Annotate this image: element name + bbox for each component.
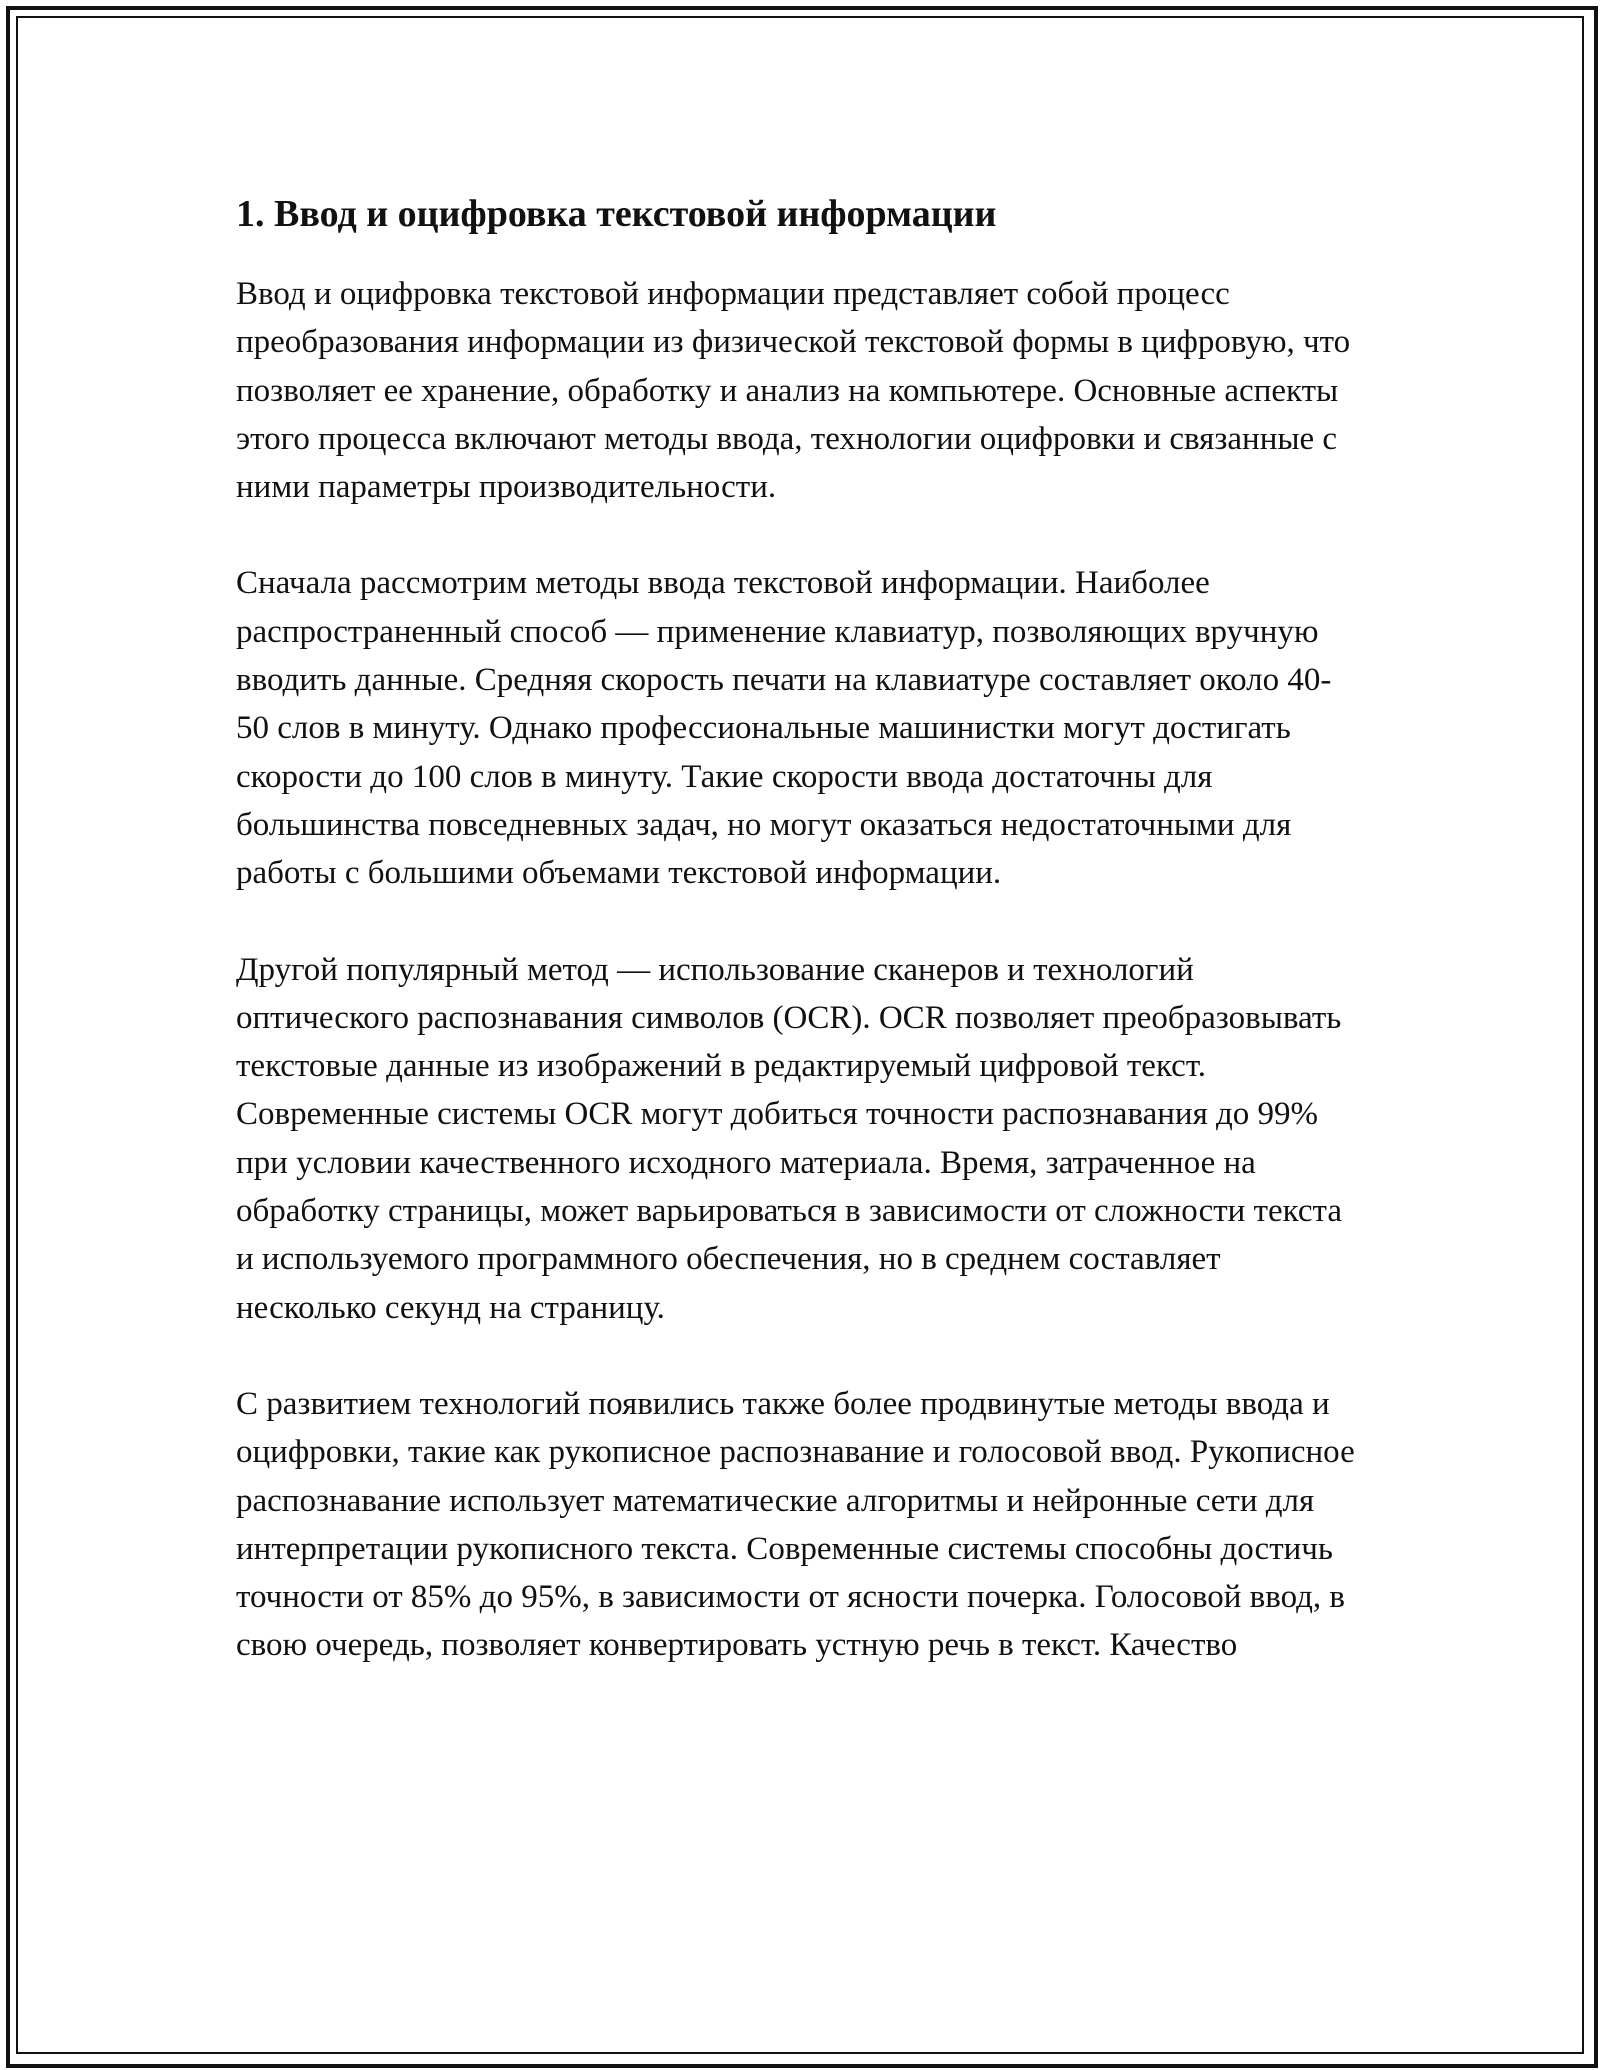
paragraph-keyboard-input: Сначала рассмотрим методы ввода текстовой информации. Наиболее распространенный способ — применение клавиатур, позволяющих вручную вводить данные. Средняя скорость печати на клавиатуре составляет около 40-50 слов в минуту. Однако профессиональные машинистки могут достигать скорости до 100 слов в минуту. Такие скорости ввода достаточны для большинства повседневных задач, но могут оказаться недостаточными для работы с большими объемами текстовой информации. bbox=[236, 565, 1332, 892]
section-heading: 1. Ввод и оцифровка текстовой информации bbox=[236, 193, 997, 235]
paragraph-advanced-methods: С развитием технологий появились также более продвинутые методы ввода и оцифровки, такие как рукописное распознавание и голосовой ввод. Рукописное распознавание использует математические алгоритмы и нейронные сети для интерпретации рукописного текста. Современные системы способны достичь точности от 85% до 95%, в зависимости от ясности почерка. Голосовой ввод, в свою очередь, позволяет конвертировать устную речь в текст. Качество bbox=[236, 1385, 1355, 1664]
document-body bbox=[236, 188, 1356, 1718]
paragraph-ocr: Другой популярный метод — использование сканеров и технологий оптического распознавания символов (OCR). OCR позволяет преобразовывать текстовые данные из изображений в редактируемый цифровой текст. Современные системы OCR могут добиться точности распознавания до 99% при условии качественного исходного материала. Время, затраченное на обработку страницы, может варьироваться в зависимости от сложности текста и используемого программного обеспечения, но в среднем составляет несколько секунд на страницу. bbox=[236, 951, 1342, 1326]
paragraph-intro: Ввод и оцифровка текстовой информации представляет собой процесс преобразования информации из физической текстовой формы в цифровую, что позволяет ее хранение, обработку и анализ на компьютере. Основные аспекты этого процесса включают методы ввода, технологии оцифровки и связанные с ними параметры производительности. bbox=[236, 276, 1351, 506]
